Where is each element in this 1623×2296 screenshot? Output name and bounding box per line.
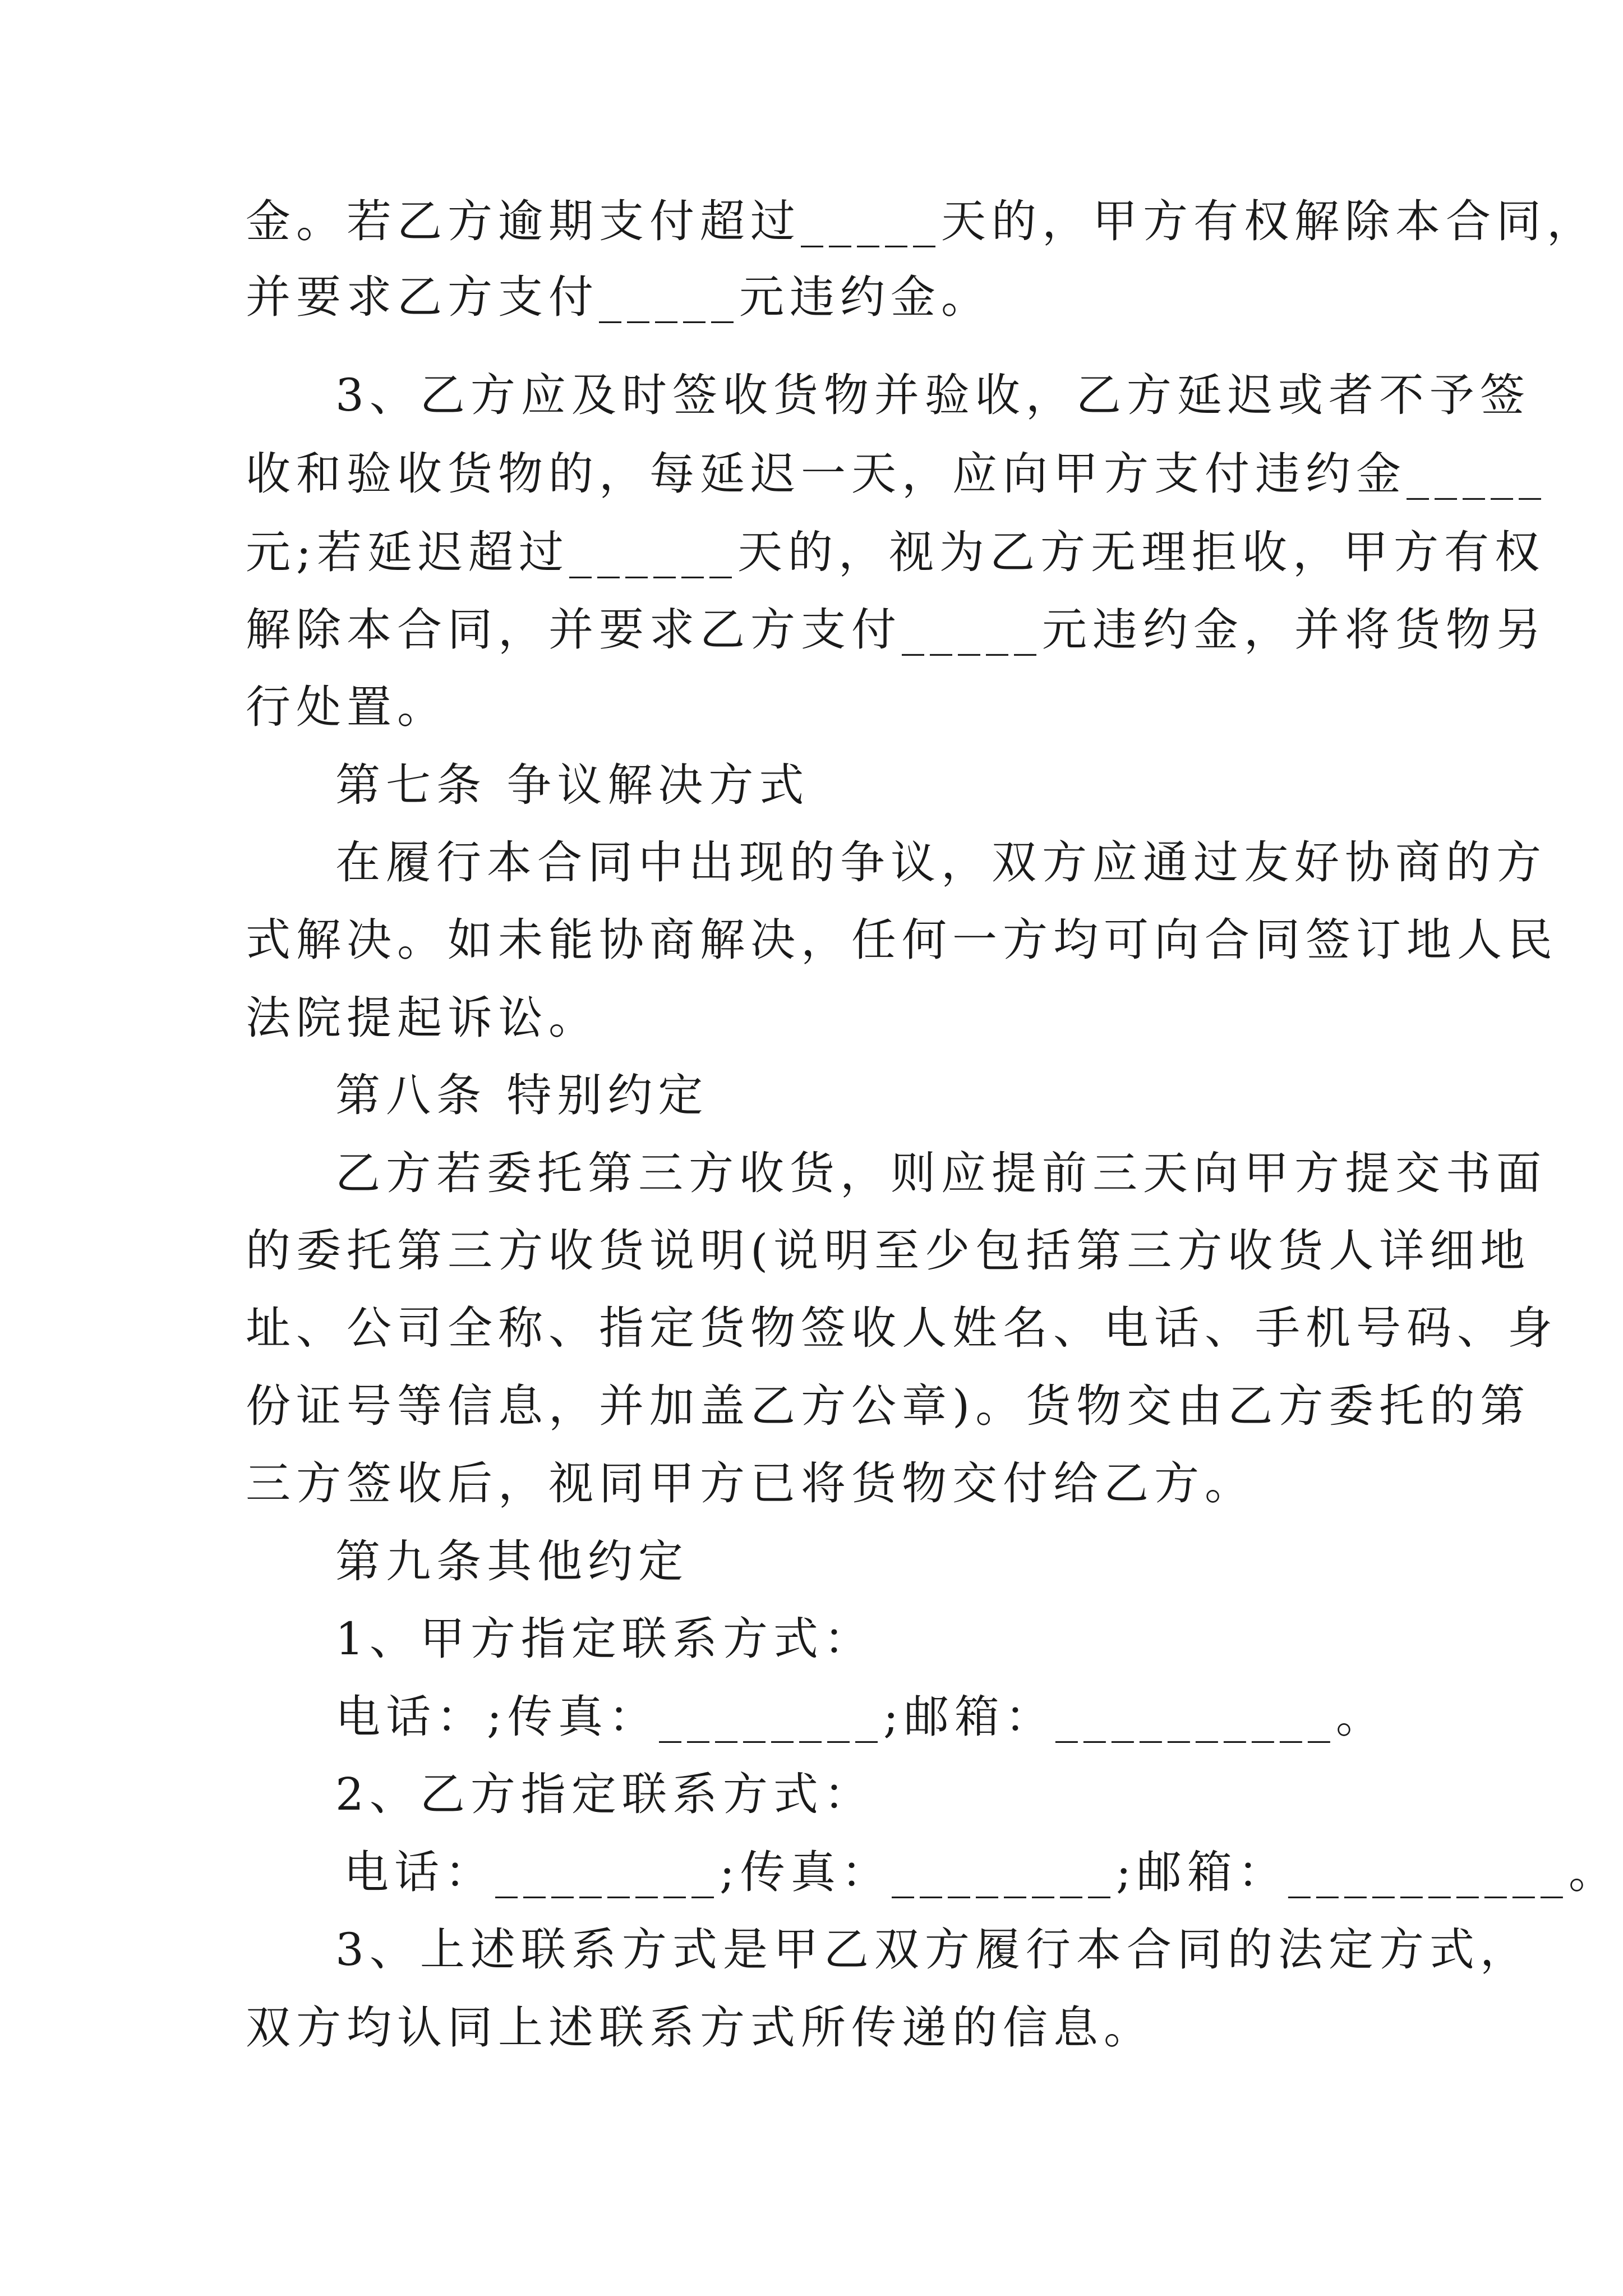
contact-line: 电话：;传真：________;邮箱：__________。 xyxy=(335,1691,1386,1743)
paragraph-line: 3、上述联系方式是甲乙双方履行本合同的法定方式， xyxy=(335,1924,1530,1976)
paragraph-line: 三方签收后，视同甲方已将货物交付给乙方。 xyxy=(246,1457,1255,1510)
paragraph-line: 金。若乙方逾期支付超过_____天的，甲方有权解除本合同， xyxy=(246,195,1597,247)
paragraph-line: 并要求乙方支付_____元违约金。 xyxy=(246,271,992,323)
paragraph-line: 的委托第三方收货说明(说明至少包括第三方收货人详细地 xyxy=(246,1225,1531,1277)
paragraph-line: 份证号等信息，并加盖乙方公章)。货物交由乙方委托的第 xyxy=(246,1380,1531,1432)
paragraph-line: 行处置。 xyxy=(246,681,448,733)
paragraph-line: 3、乙方应及时签收货物并验收，乙方延迟或者不予签 xyxy=(335,369,1530,421)
paragraph-line: 式解决。如未能协商解决，任何一方均可向合同签订地人民 xyxy=(246,914,1558,966)
paragraph-line: 解除本合同，并要求乙方支付_____元违约金，并将货物另 xyxy=(246,604,1547,656)
paragraph-line: 1、甲方指定联系方式： xyxy=(335,1613,874,1665)
paragraph-line: 2、乙方指定联系方式： xyxy=(335,1768,874,1820)
section-heading: 第七条 争议解决方式 xyxy=(335,759,810,811)
paragraph-line: 双方均认同上述联系方式所传递的信息。 xyxy=(246,2001,1154,2054)
paragraph-line: 元;若延迟超过______天的，视为乙方无理拒收，甲方有权 xyxy=(246,526,1545,578)
paragraph-line: 乙方若委托第三方收货，则应提前三天向甲方提交书面 xyxy=(335,1147,1547,1199)
paragraph-line: 在履行本合同中出现的争议，双方应通过友好协商的方 xyxy=(335,836,1547,889)
section-heading: 第八条 特别约定 xyxy=(335,1069,709,1121)
contact-line: 电话：________;传真：________;邮箱：__________。 xyxy=(344,1846,1619,1898)
paragraph-line: 址、公司全称、指定货物签收人姓名、电话、手机号码、身 xyxy=(246,1302,1558,1354)
paragraph-line: 收和验收货物的，每延迟一天，应向甲方支付违约金_____ xyxy=(246,448,1547,500)
section-heading: 第九条其他约定 xyxy=(335,1535,689,1588)
paragraph-line: 法院提起诉讼。 xyxy=(246,992,599,1044)
